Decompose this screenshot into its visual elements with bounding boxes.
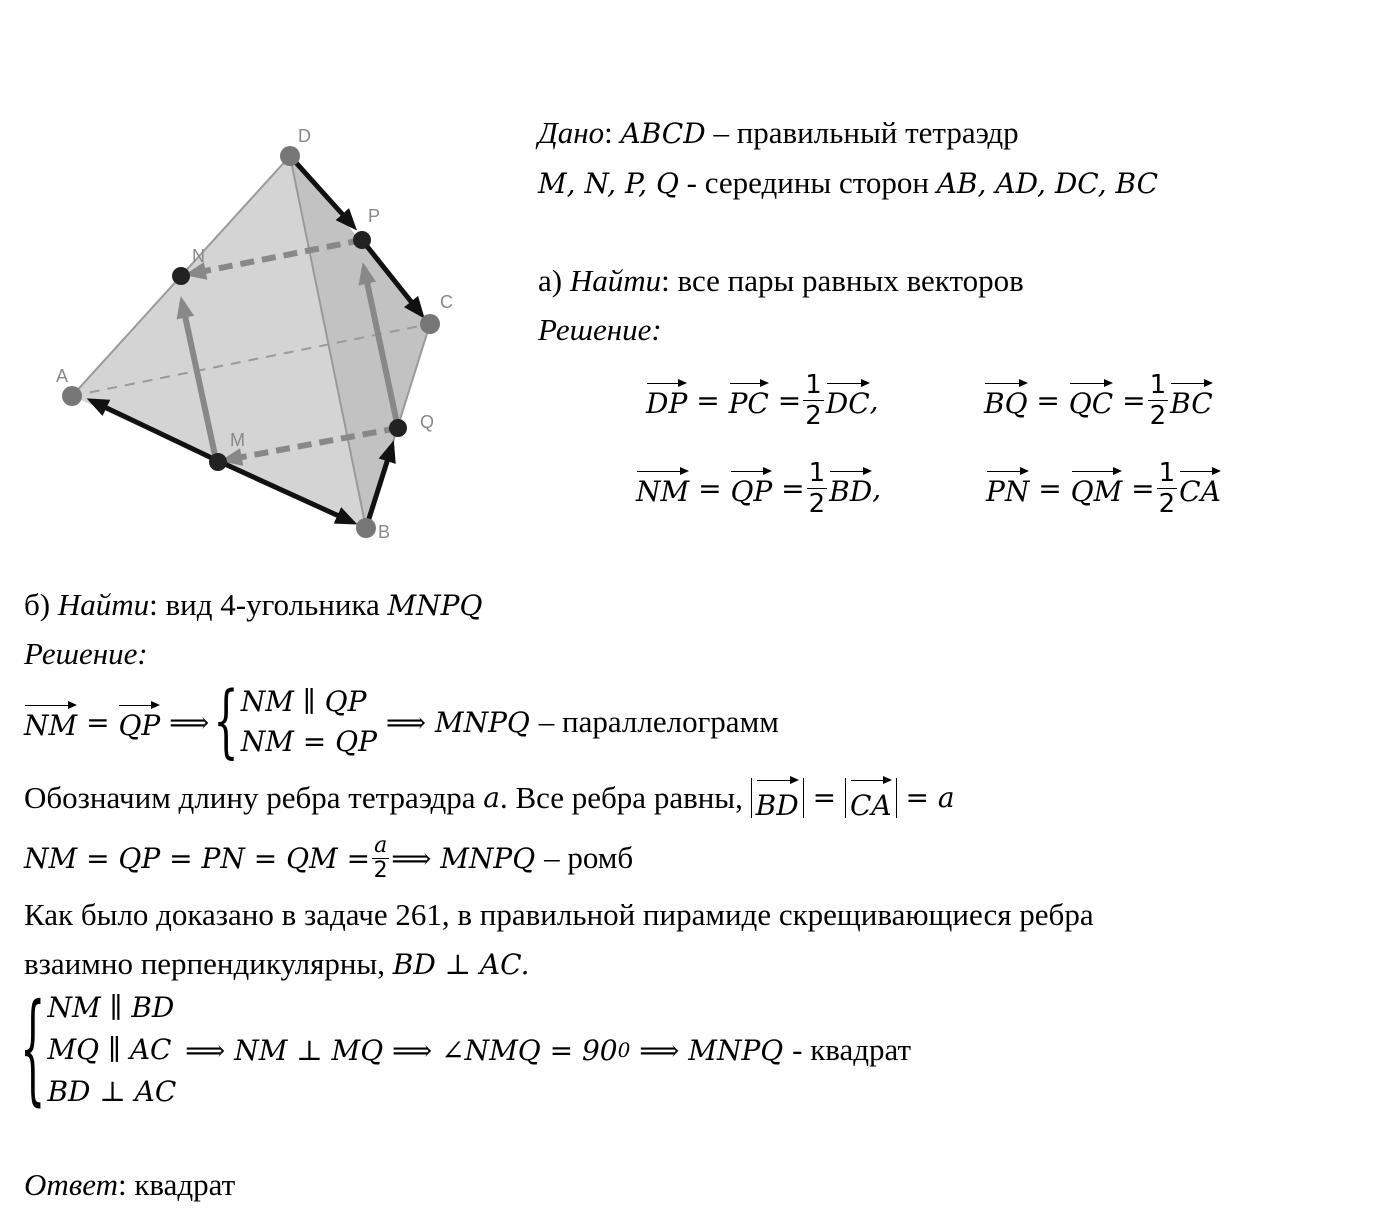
perpendicular-line: взаимно перпендикулярны, BD ⊥ AC. [24, 946, 530, 981]
point-m [209, 453, 227, 471]
edge-length-text: Обозначим длину ребра тетраэдра [24, 780, 476, 815]
given-label: Дано [538, 115, 605, 150]
part-a-find-text: все пары равных векторов [677, 263, 1024, 298]
label-n: N [192, 246, 205, 266]
label-p: P [368, 206, 381, 226]
given-line-2 [538, 164, 1158, 203]
point-a [62, 386, 82, 406]
system-line: NM ∥ BD [47, 991, 175, 1024]
label-b: B [378, 522, 391, 542]
angle-result: ∠NMQ = 90 [441, 1033, 618, 1067]
label-c: C [440, 292, 453, 312]
answer-line: Ответ: квадрат [24, 1167, 236, 1202]
parallelogram-text: – параллелограмм [538, 704, 779, 739]
vector-bd-text: BD [829, 469, 872, 508]
proof-reference-line: Как было доказано в задаче 261, в правильной пирамиде скрещивающиеся ребра [24, 897, 1094, 932]
rhombus-line: NM = QP = PN = QM = $\frac{a}{2}$ ⟹ MNPQ – ромб [24, 832, 634, 883]
vector-pn-text: PN [986, 469, 1029, 508]
fraction-half: $\frac{1}{2}$ [805, 369, 822, 431]
equation-row-4: PN = QM = $\frac{1}{2}$ CA [986, 457, 1221, 519]
rhombus-lhs: NM = QP = PN = QM = [24, 841, 371, 875]
vector-qp-text: QP [118, 703, 160, 742]
point-q [389, 419, 407, 437]
fraction-half: $\frac{1}{2}$ [1149, 369, 1167, 431]
point-b [356, 518, 376, 538]
abs-bd: BD [751, 778, 804, 818]
part-b-find-label: Найти [57, 587, 150, 622]
part-b-solution-label: Решение: [24, 636, 148, 671]
vector-dc-text: DC [826, 381, 870, 420]
square-text: - квадрат [792, 1032, 912, 1067]
vector-qp-text: QP [730, 469, 772, 508]
abs-ca: CA [845, 778, 897, 818]
part-a-solution-label: Решение: [538, 312, 662, 347]
vector-qc-text: QC [1069, 381, 1113, 420]
point-p [353, 231, 371, 249]
system-square [47, 987, 176, 1113]
given-sides: AB, AD, DC, BC [936, 167, 1159, 200]
vector-pc-text: PC [729, 381, 769, 420]
vector-ca-text: CA [1179, 469, 1221, 508]
degree-sup: 0 [617, 1038, 631, 1062]
label-a: A [56, 366, 69, 386]
quadrilateral-name: MNPQ [434, 705, 530, 739]
label-m: M [230, 430, 245, 450]
vector-qm-text: QM [1071, 469, 1123, 508]
part-b-find-math: MNPQ [387, 589, 483, 622]
point-n [172, 267, 190, 285]
perpendicular-result: NM ⊥ MQ [234, 1033, 384, 1067]
left-brace: { [20, 981, 46, 1119]
vector-nm-text: NM [24, 703, 77, 742]
tetrahedron-figure [40, 110, 480, 550]
fraction-half: $\frac{1}{2}$ [1158, 457, 1176, 519]
system-line: NM = QP [240, 725, 377, 758]
vector-bq-text: BQ [984, 381, 1028, 420]
part-a-find-label: Найти [569, 263, 662, 298]
given-text-2: - середины сторон [686, 165, 929, 200]
part-a-prefix: а) [538, 263, 563, 298]
part-b-find: б) Найти: вид 4-угольника MNPQ [24, 587, 483, 622]
equation-row-1: DP = PC = $\frac{1}{2}$ DC , [646, 369, 879, 431]
point-c [420, 314, 440, 334]
left-brace: { [213, 676, 239, 768]
point-d [280, 146, 300, 166]
answer-text: квадрат [134, 1167, 236, 1202]
equation-row-3: NM = QP = $\frac{1}{2}$ BD , [636, 457, 882, 519]
part-b-prefix: б) [24, 587, 51, 622]
parallelogram-line: NM = QP ⟹ { NM ∥ QP NM = QP ⟹ MNPQ – параллелограмм [24, 676, 779, 768]
square-system-line: { NM ∥ BD MQ ∥ AC BD ⊥ AC ⟹ NM ⊥ MQ ⟹ ∠NMQ = 90 0 ⟹ MNPQ - квадрат [20, 981, 912, 1119]
given-text-1: – правильный тетраэдр [713, 115, 1019, 150]
label-q: Q [420, 412, 435, 432]
vector-nm-text: NM [636, 469, 689, 508]
label-d: D [298, 126, 311, 146]
perpendicular-math: BD ⊥ AC [392, 948, 521, 981]
edge-length-eq: = a [905, 781, 955, 814]
answer-label: Ответ [24, 1167, 118, 1202]
edge-length-var: a [483, 781, 500, 814]
system-line: MQ ∥ AC [47, 1033, 172, 1066]
system-parallelogram [241, 682, 377, 762]
vector-bc-text: BC [1170, 381, 1213, 420]
given-tetrahedron-name: ABCD [620, 117, 706, 150]
part-b-find-text: вид 4-угольника [165, 587, 380, 622]
edge-length-line: Обозначим длину ребра тетраэдра a . Все ребра равны, BD = CA = a [24, 774, 955, 822]
fraction-half: $\frac{1}{2}$ [808, 457, 826, 519]
perpendicular-text: взаимно перпендикулярны, [24, 946, 385, 981]
fraction-a-half: $\frac{a}{2}$ [373, 832, 388, 883]
quadrilateral-name: MNPQ [688, 1033, 784, 1067]
equation-row-2: BQ = QC = $\frac{1}{2}$ BC [984, 369, 1213, 431]
vector-dp-text: DP [646, 381, 687, 420]
edge-length-text-2: . Все ребра равны, [499, 780, 743, 815]
given-line-1: Дано: ABCD – правильный тетраэдр [538, 115, 1019, 150]
quadrilateral-name: MNPQ [440, 841, 536, 875]
system-line: NM ∥ QP [240, 685, 367, 718]
part-a-find: а) Найти: все пары равных векторов [538, 263, 1024, 298]
rhombus-text: – ромб [544, 840, 634, 875]
given-midpoints: M, N, P, Q [538, 167, 679, 200]
system-line: BD ⊥ AC [47, 1075, 177, 1108]
